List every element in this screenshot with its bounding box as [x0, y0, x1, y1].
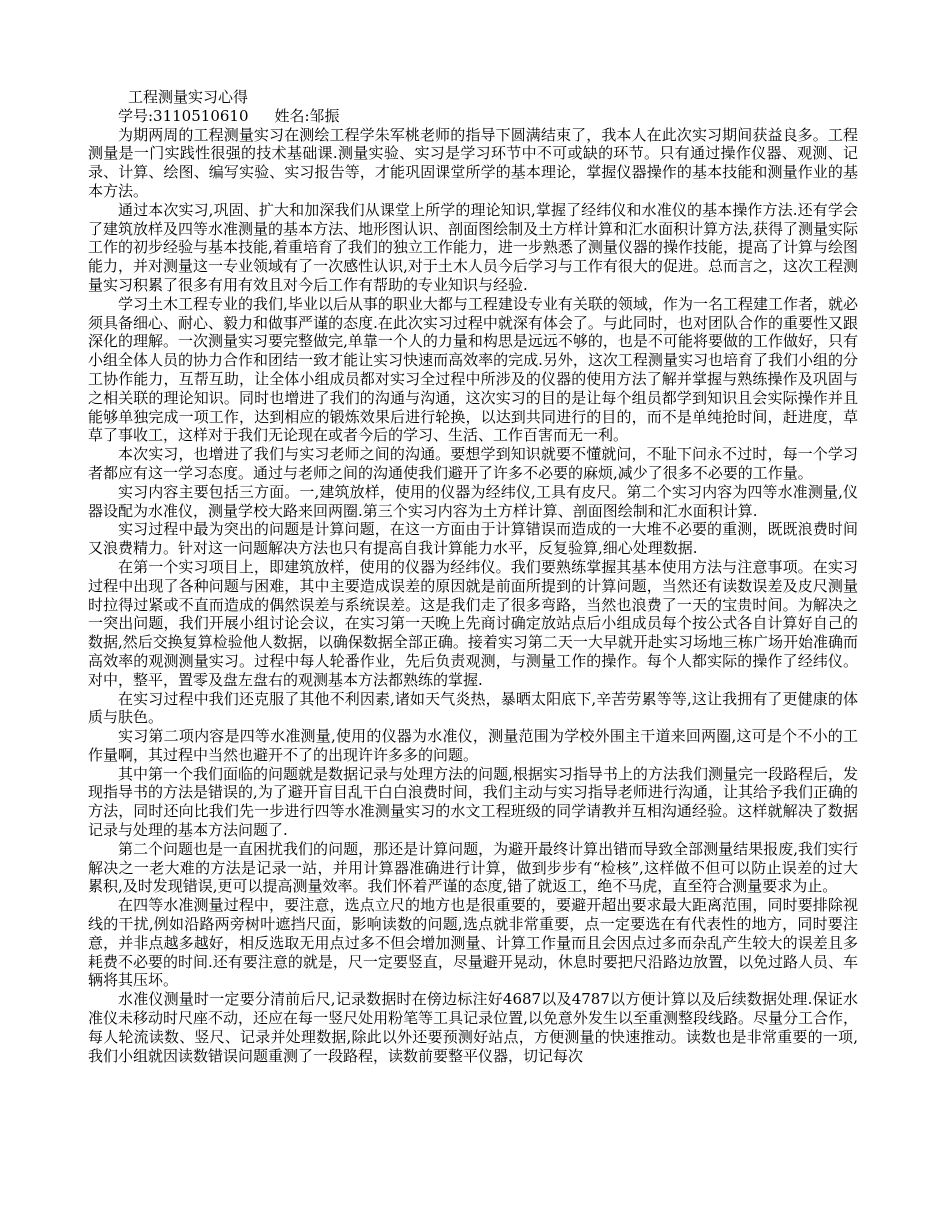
paragraph-3: 学习土木工程专业的我们,毕业以后从事的职业大都与工程建设专业有关联的领域，作为一名工程建工作者，就必须具备细心、耐心、毅力和做事严谨的态度.在此次实习过程中就深有体会了。与此同时，也对团队合作的重要性又跟深化的理解。一次测量实习要完整做完,单靠一个人的力量和构思是远远不够的，也是不可能将要做的工作做好，只有小组全体人员的协力合作和团结一致才能让实习快速而高效率的完成.另外，这次工程测量实习也培育了我们小组的分工协作能力，互帮互助，让全体小组成员都对实习全过程中所涉及的仪器的使用方法了解并掌握与熟练操作及巩固与之相关联的理论知识。同时也增进了我们的沟通与沟通，这次实习的目的是让每个组员都学到知识且会实际操作并且能够单独完成一项工作，达到相应的锻炼效果后进行轮换，以达到共同进行的目的，而不是单纯抢时间，赶进度，草草了事收工，这样对于我们无论现在或者今后的学习、生活、工作百害而无一利。: [88, 294, 858, 445]
student-id: 学号:3110510610: [118, 106, 249, 125]
paragraph-4: 本次实习，也增进了我们与实习老师之间的沟通。要想学到知识就要不懂就问，不耻下问永不过时，每一个学习者都应有这一学习态度。通过与老师之间的沟通使我们避开了许多不必要的麻烦,减少了很多不必要的工作量。: [88, 445, 858, 482]
author-info: [88, 107, 858, 126]
paragraph-11: 第二个问题也是一直困扰我们的问题，那还是计算问题，为避开最终计算出错而导致全部测量结果报废,我们实行解决之一老大难的方法是记录一站，并用计算器准确进行计算，做到步步有“检核”,这样做不但可以防止误差的过大累积,及时发现错误,更可以提高测量效率。我们怀着严谨的态度,错了就返工，绝不马虎，直至符合测量要求为止。: [88, 839, 858, 896]
paragraph-5: 实习内容主要包括三方面。一,建筑放样，使用的仪器为经纬仪,工具有皮尺。第二个实习内容为四等水准测量,仪器设配为水准仪，测量学校大路来回两圈.第三个实习内容为土方样计算、剖面图绘制和汇水面积计算.: [88, 482, 858, 520]
paragraph-10: 其中第一个我们面临的问题就是数据记录与处理方法的问题,根据实习指导书上的方法我们测量完一段路程后，发现指导书的方法是错误的,为了避开盲目乱干白白浪费时间，我们主动与实习指导老师进行沟通，让其给予我们正确的方法，同时还向比我们先一步进行四等水准测量实习的水文工程班级的同学请教并互相沟通经验。这样就解决了数据记录与处理的基本方法问题了.: [88, 764, 858, 840]
student-name: 姓名:邹振: [274, 106, 340, 125]
paragraph-2: 通过本次实习,巩固、扩大和加深我们从课堂上所学的理论知识,掌握了经纬仪和水准仪的基本操作方法.还有学会了建筑放样及四等水准测量的基本方法、地形图认识、剖面图绘制及土方样计算和汇水面积计算方法,获得了测量实际工作的初步经验与基本技能,着重培育了我们的独立工作能力，进一步熟悉了测量仪器的操作技能，提高了计算与绘图能力，并对测量这一专业领域有了一次感性认识,对于土木人员今后学习与工作有很大的促进。总而言之，这次工程测量实习积累了很多有用有效且对今后工作有帮助的专业知识与经验.: [88, 200, 858, 294]
paragraph-8: 在实习过程中我们还克服了其他不利因素,诸如天气炎热，暴晒太阳底下,辛苦劳累等等,这让我拥有了更健康的体质与肤色。: [88, 689, 858, 727]
paragraph-9: 实习第二项内容是四等水准测量,使用的仪器为水准仪，测量范围为学校外围主干道来回两圈,这可是个不小的工作量啊，其过程中当然也避开不了的出现许许多多的问题。: [88, 727, 858, 764]
document-title: 工程测量实习心得: [128, 88, 249, 106]
paragraph-1: 为期两周的工程测量实习在测绘工程学朱军桃老师的指导下圆满结束了，我本人在此次实习期间获益良多。工程测量是一门实践性很强的技术基础课.测量实验、实习是学习环节中不可或缺的环节。只有通过操作仪器、观测、记录、计算、绘图、编写实验、实习报告等，才能巩固课堂所学的基本理论，掌握仪器操作的基本技能和测量作业的基本方法。: [88, 125, 858, 200]
paragraph-12: 在四等水准测量过程中，要注意，选点立尺的地方也是很重要的，要避开超出要求最大距离范围，同时要排除视线的干扰,例如沿路两旁树叶遮挡尺面，影响读数的问题,选点就非常重要，点一定要选在有代表性的地方，同时要注意，并非点越多越好，相反选取无用点过多不但会增加测量、计算工作量而且会因点过多而杂乱产生较大的误差且多耗费不必要的时间.还有要注意的就是，尺一定要竖直，尽量避开晃动，休息时要把尺沿路边放置，以免过路人员、车辆将其压坏。: [88, 896, 858, 990]
paragraph-7: 在第一个实习项目上，即建筑放样，使用的仪器为经纬仪。我们要熟练掌握其基本使用方法与注意事项。在实习过程中出现了各种问题与困难，其中主要造成误差的原因就是前面所提到的计算问题，当然还有读数误差及皮尺测量时拉得过紧或不直而造成的偶然误差与系统误差。这是我们走了很多弯路，当然也浪费了一天的宝贵时间。为解决之一突出问题，我们开展小组讨论会议，在实习第一天晚上先商讨确定放站点后小组成员每个按公式各自计算好自己的数据,然后交换复算检验他人数据，以确保数据全部正确。接着实习第二天一大早就开赴实习场地三栋广场开始准确而高效率的观测测量实习。过程中每人轮番作业，先后负责观测，与测量工作的操作。每个人都实际的操作了经纬仪。对中，整平，置零及盘左盘右的观测基本方法都熟练的掌握.: [88, 557, 858, 689]
paragraph-13: 水准仪测量时一定要分清前后尺,记录数据时在傍边标注好4687以及4787以方便计算以及后续数据处理.保证水准仪未移动时尺座不动，还应在每一竖尺处用粉笔等工具记录位置,以免意外发生以至重测整段线路。尽量分工合作，每人轮流读数、竖尺、记录并处理数据,除此以外还要预测好站点，方便测量的快速推动。读数也是非常重要的一项,我们小组就因读数错误问题重测了一段路程，读数前要整平仪器，切记每次: [88, 990, 858, 1065]
document-page: [88, 88, 858, 1065]
paragraph-6: 实习过程中最为突出的问题是计算问题，在这一方面由于计算错误而造成的一大堆不必要的重测，既既浪费时间又浪费精力。针对这一问题解决方法也只有提高自我计算能力水平，反复验算,细心处理数据.: [88, 520, 858, 558]
